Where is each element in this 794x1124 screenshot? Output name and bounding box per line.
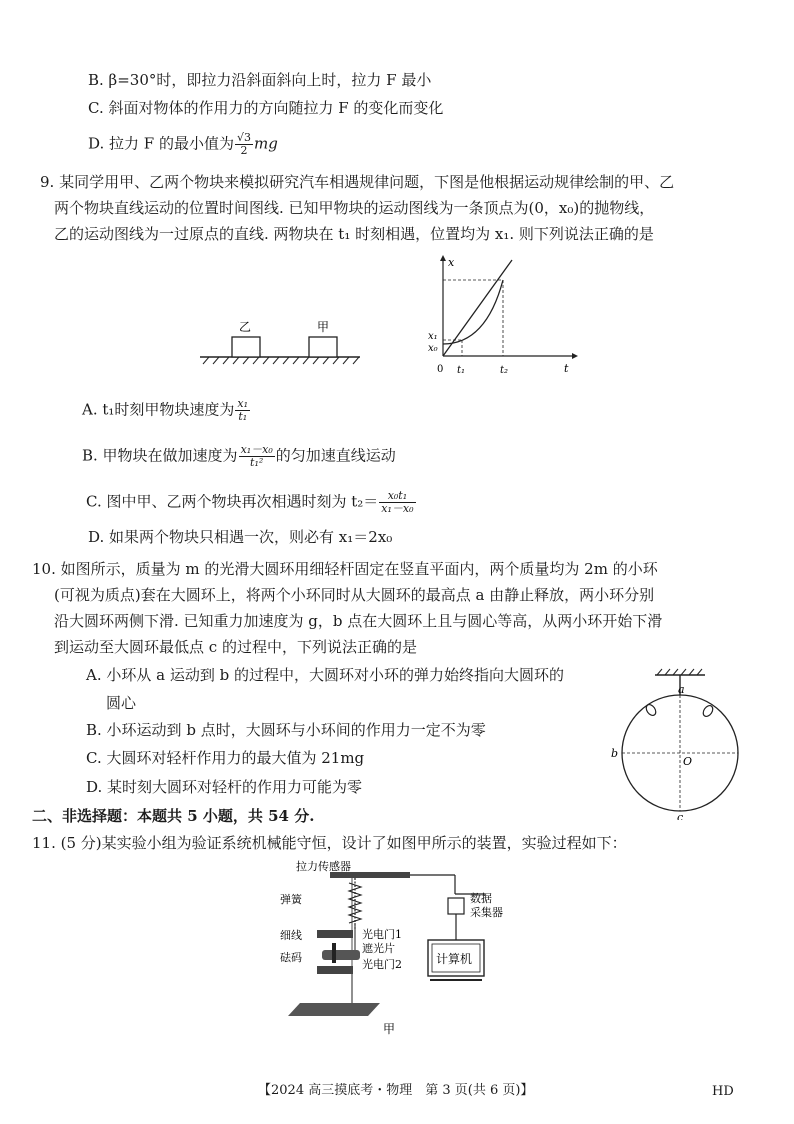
- q10-option-d: D. 某时刻大圆环对轻杆的作用力可能为零: [86, 778, 363, 796]
- q8-option-c: C. 斜面对物体的作用力的方向随拉力 F 的变化而变化: [88, 99, 444, 117]
- weight-label: 砝码: [280, 951, 302, 964]
- t-axis-arrow: [572, 353, 578, 359]
- page-footer: 【2024 高三摸底考・物理 第 3 页(共 6 页)】: [258, 1083, 534, 1098]
- q9-option-b: [82, 444, 396, 469]
- q9-stem-line-1: 9. 某同学用甲、乙两个物块来模拟研究汽车相遇规律问题，下图是他根据运动规律绘制的甲、乙: [40, 173, 675, 191]
- q9-option-b-fraction: [239, 444, 275, 469]
- q8-option-d: [88, 132, 278, 157]
- t1-label: t₁: [457, 365, 466, 376]
- q10-option-a-line-2: 圆心: [106, 694, 137, 712]
- q9-blocks-figure: [195, 315, 365, 370]
- q10-stem-line-4: 到运动至大圆环最低点 c 的过程中，下列说法正确的是: [54, 638, 417, 656]
- q10-stem-line-2: (可视为质点)套在大圆环上，将两个小环同时从大圆环的最高点 a 由静止释放，两小环分别: [54, 586, 655, 604]
- q10-option-a-line-1: A. 小环从 a 运动到 b 的过程中，大圆环对小环的弹力始终指向大圆环的: [86, 666, 564, 684]
- q9-option-b-prefix: B. 甲物块在做加速度为: [82, 446, 238, 465]
- q10-stem-line-3: 沿大圆环两侧下滑. 已知重力加速度为 g，b 点在大圆环上且与圆心等高，从两小环开始下滑: [54, 612, 663, 630]
- paper-code: HD: [712, 1084, 734, 1099]
- figure-caption-jia: 甲: [383, 1022, 396, 1036]
- q9-stem-line-2: 两个物块直线运动的位置时间图线. 已知甲物块的运动图线为一条顶点为(0，x₀)的抛物线，: [54, 199, 655, 217]
- q8-option-b: B. β=30°时，即拉力沿斜面斜向上时，拉力 F 最小: [88, 71, 432, 89]
- block-jia: [309, 337, 337, 357]
- fraction-denominator: x₁－x₀: [381, 502, 414, 515]
- fraction-numerator: √3: [236, 131, 251, 144]
- x0-label: x₀: [428, 343, 438, 354]
- t2-label: t₂: [500, 365, 509, 376]
- q10-stem-line-1: 10. 如图所示，质量为 m 的光滑大圆环用细轻杆固定在竖直平面内，两个质量均为 2m 的小环: [32, 560, 658, 578]
- q9-option-d: D. 如果两个物块只相遇一次，则必有 x₁＝2x₀: [88, 528, 393, 546]
- fraction-numerator: x₁: [237, 397, 249, 410]
- origin-label: 0: [437, 364, 444, 375]
- data-collector-label-2: 采集器: [470, 906, 503, 919]
- point-b-label: b: [611, 747, 619, 760]
- center-o-label: O: [683, 755, 693, 768]
- point-c-label: c: [677, 811, 684, 820]
- block-yi: [232, 337, 260, 357]
- point-a-label: a: [678, 683, 685, 696]
- q10-option-b: B. 小环运动到 b 点时，大圆环与小环间的作用力一定不为零: [86, 721, 486, 739]
- q9-option-a-prefix: A. t₁时刻甲物块速度为: [82, 400, 235, 419]
- x-axis-label: x: [448, 256, 455, 269]
- x-axis-arrow: [440, 255, 446, 261]
- base-platform: [288, 1003, 380, 1016]
- data-collector-box: [448, 898, 464, 914]
- shading-plate: [332, 943, 336, 963]
- q9-xt-graph: [420, 252, 580, 382]
- photogate-1-label: 光电门1: [362, 928, 402, 941]
- string-label: 细线: [280, 929, 302, 942]
- jia-parabola: [443, 280, 503, 344]
- fraction-numerator: x₁－x₀: [240, 443, 273, 456]
- q9-option-c-prefix: C. 图中甲、乙两个物块再次相遇时刻为 t₂＝: [86, 492, 379, 511]
- q11-stem-line-1: 11. (5 分)某实验小组为验证系统机械能守恒，设计了如图甲所示的装置，实验过程如下：: [32, 834, 627, 852]
- shading-plate-label: 遮光片: [362, 942, 395, 955]
- fraction-denominator: 2: [240, 144, 248, 157]
- block-jia-label: 甲: [317, 320, 330, 334]
- force-sensor-label: 拉力传感器: [296, 860, 351, 873]
- yi-line: [443, 260, 512, 356]
- photogate-2: [317, 966, 353, 974]
- q10-option-c: C. 大圆环对轻杆作用力的最大值为 21mg: [86, 749, 365, 767]
- t-axis-label: t: [564, 362, 569, 375]
- block-yi-label: 乙: [239, 320, 252, 334]
- photogate-2-label: 光电门2: [362, 958, 402, 971]
- q11-apparatus-figure: [270, 858, 520, 1038]
- q8-option-d-prefix: D. 拉力 F 的最小值为: [88, 134, 234, 153]
- computer-label: 计算机: [436, 952, 473, 966]
- fraction-numerator: x₀t₁: [379, 490, 415, 503]
- small-ring-right: [701, 704, 714, 718]
- q9-stem-line-3: 乙的运动图线为一过原点的直线. 两物块在 t₁ 时刻相遇，位置均为 x₁. 则下列说法正确的是: [54, 225, 654, 243]
- ground-hatching: [203, 357, 359, 364]
- photogate-1: [317, 930, 353, 938]
- small-ring-left: [644, 703, 657, 717]
- q8-option-d-suffix: mg: [254, 134, 278, 153]
- q10-ring-figure: [605, 665, 755, 820]
- x1-label: x₁: [428, 331, 438, 342]
- q9-option-b-suffix: 的匀加速直线运动: [275, 446, 396, 465]
- fraction-denominator: t₁: [238, 410, 248, 423]
- q9-option-c-fraction: [379, 490, 415, 515]
- spring-label: 弹簧: [280, 893, 302, 906]
- data-collector-label-1: 数据: [470, 892, 492, 905]
- q9-option-a-fraction: [235, 398, 250, 423]
- section-2-heading: 二、非选择题：本题共 5 小题，共 54 分.: [32, 807, 315, 825]
- q9-option-c: [86, 490, 417, 515]
- weight-block: [322, 950, 360, 960]
- ceiling-hatching: [657, 669, 702, 675]
- q8-option-d-fraction: [235, 132, 253, 157]
- q9-option-a: [82, 398, 251, 423]
- fraction-denominator: t₁²: [250, 456, 264, 469]
